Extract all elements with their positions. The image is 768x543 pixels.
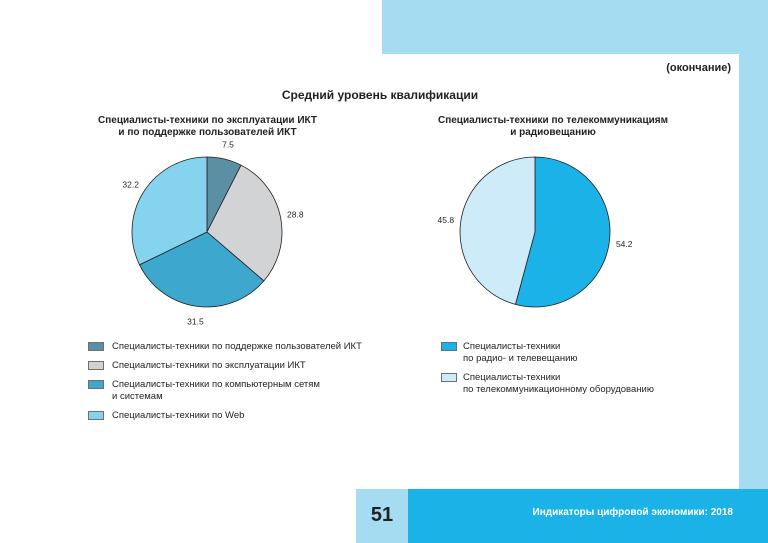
left-legend xyxy=(88,341,388,429)
legend-swatch xyxy=(88,411,104,420)
legend-label: Специалисты-техники по эксплуатации ИКТ xyxy=(112,360,306,371)
legend-label: Специалисты-техники по телекоммуникационному оборудованию xyxy=(463,372,654,395)
legend-label: Специалисты-техники по поддержке пользователей ИКТ xyxy=(112,341,362,352)
data-label: 32.2 xyxy=(122,179,139,190)
chart-title: Средний уровень квалификации xyxy=(281,88,479,102)
legend-item xyxy=(441,341,731,365)
data-label: 28.8 xyxy=(287,209,304,220)
footer-publication-title: Индикаторы цифровой экономики: 2018 xyxy=(532,507,733,518)
left-chart-subtitle: Специалисты-техники по эксплуатации ИКТ и по поддержке пользователей ИКТ xyxy=(98,115,317,138)
legend-item xyxy=(441,372,731,396)
right-legend xyxy=(441,341,731,403)
data-label: 54.2 xyxy=(615,238,633,249)
data-label: 45.8 xyxy=(437,215,455,226)
legend-label: Специалисты-техники по радио- и телевещанию xyxy=(463,341,578,364)
legend-item xyxy=(88,341,388,353)
legend-swatch xyxy=(88,380,104,389)
legend-swatch xyxy=(88,342,104,351)
data-label: 31.5 xyxy=(187,316,204,327)
legend-label: Специалисты-техники по Web xyxy=(112,410,245,421)
legend-swatch xyxy=(441,342,457,351)
legend-swatch xyxy=(441,373,457,382)
legend-item xyxy=(88,379,388,403)
legend-item xyxy=(88,410,388,422)
page-number: 51 xyxy=(370,504,394,526)
continuation-note: (окончание) xyxy=(666,62,731,74)
legend-swatch xyxy=(88,361,104,370)
right-chart-subtitle: Специалисты-техники по телекоммуникациям и радиовещанию xyxy=(437,115,669,138)
legend-item xyxy=(88,360,388,372)
data-label: 7.5 xyxy=(222,139,234,150)
legend-label: Специалисты-техники по компьютерным сетям и системам xyxy=(112,379,320,402)
